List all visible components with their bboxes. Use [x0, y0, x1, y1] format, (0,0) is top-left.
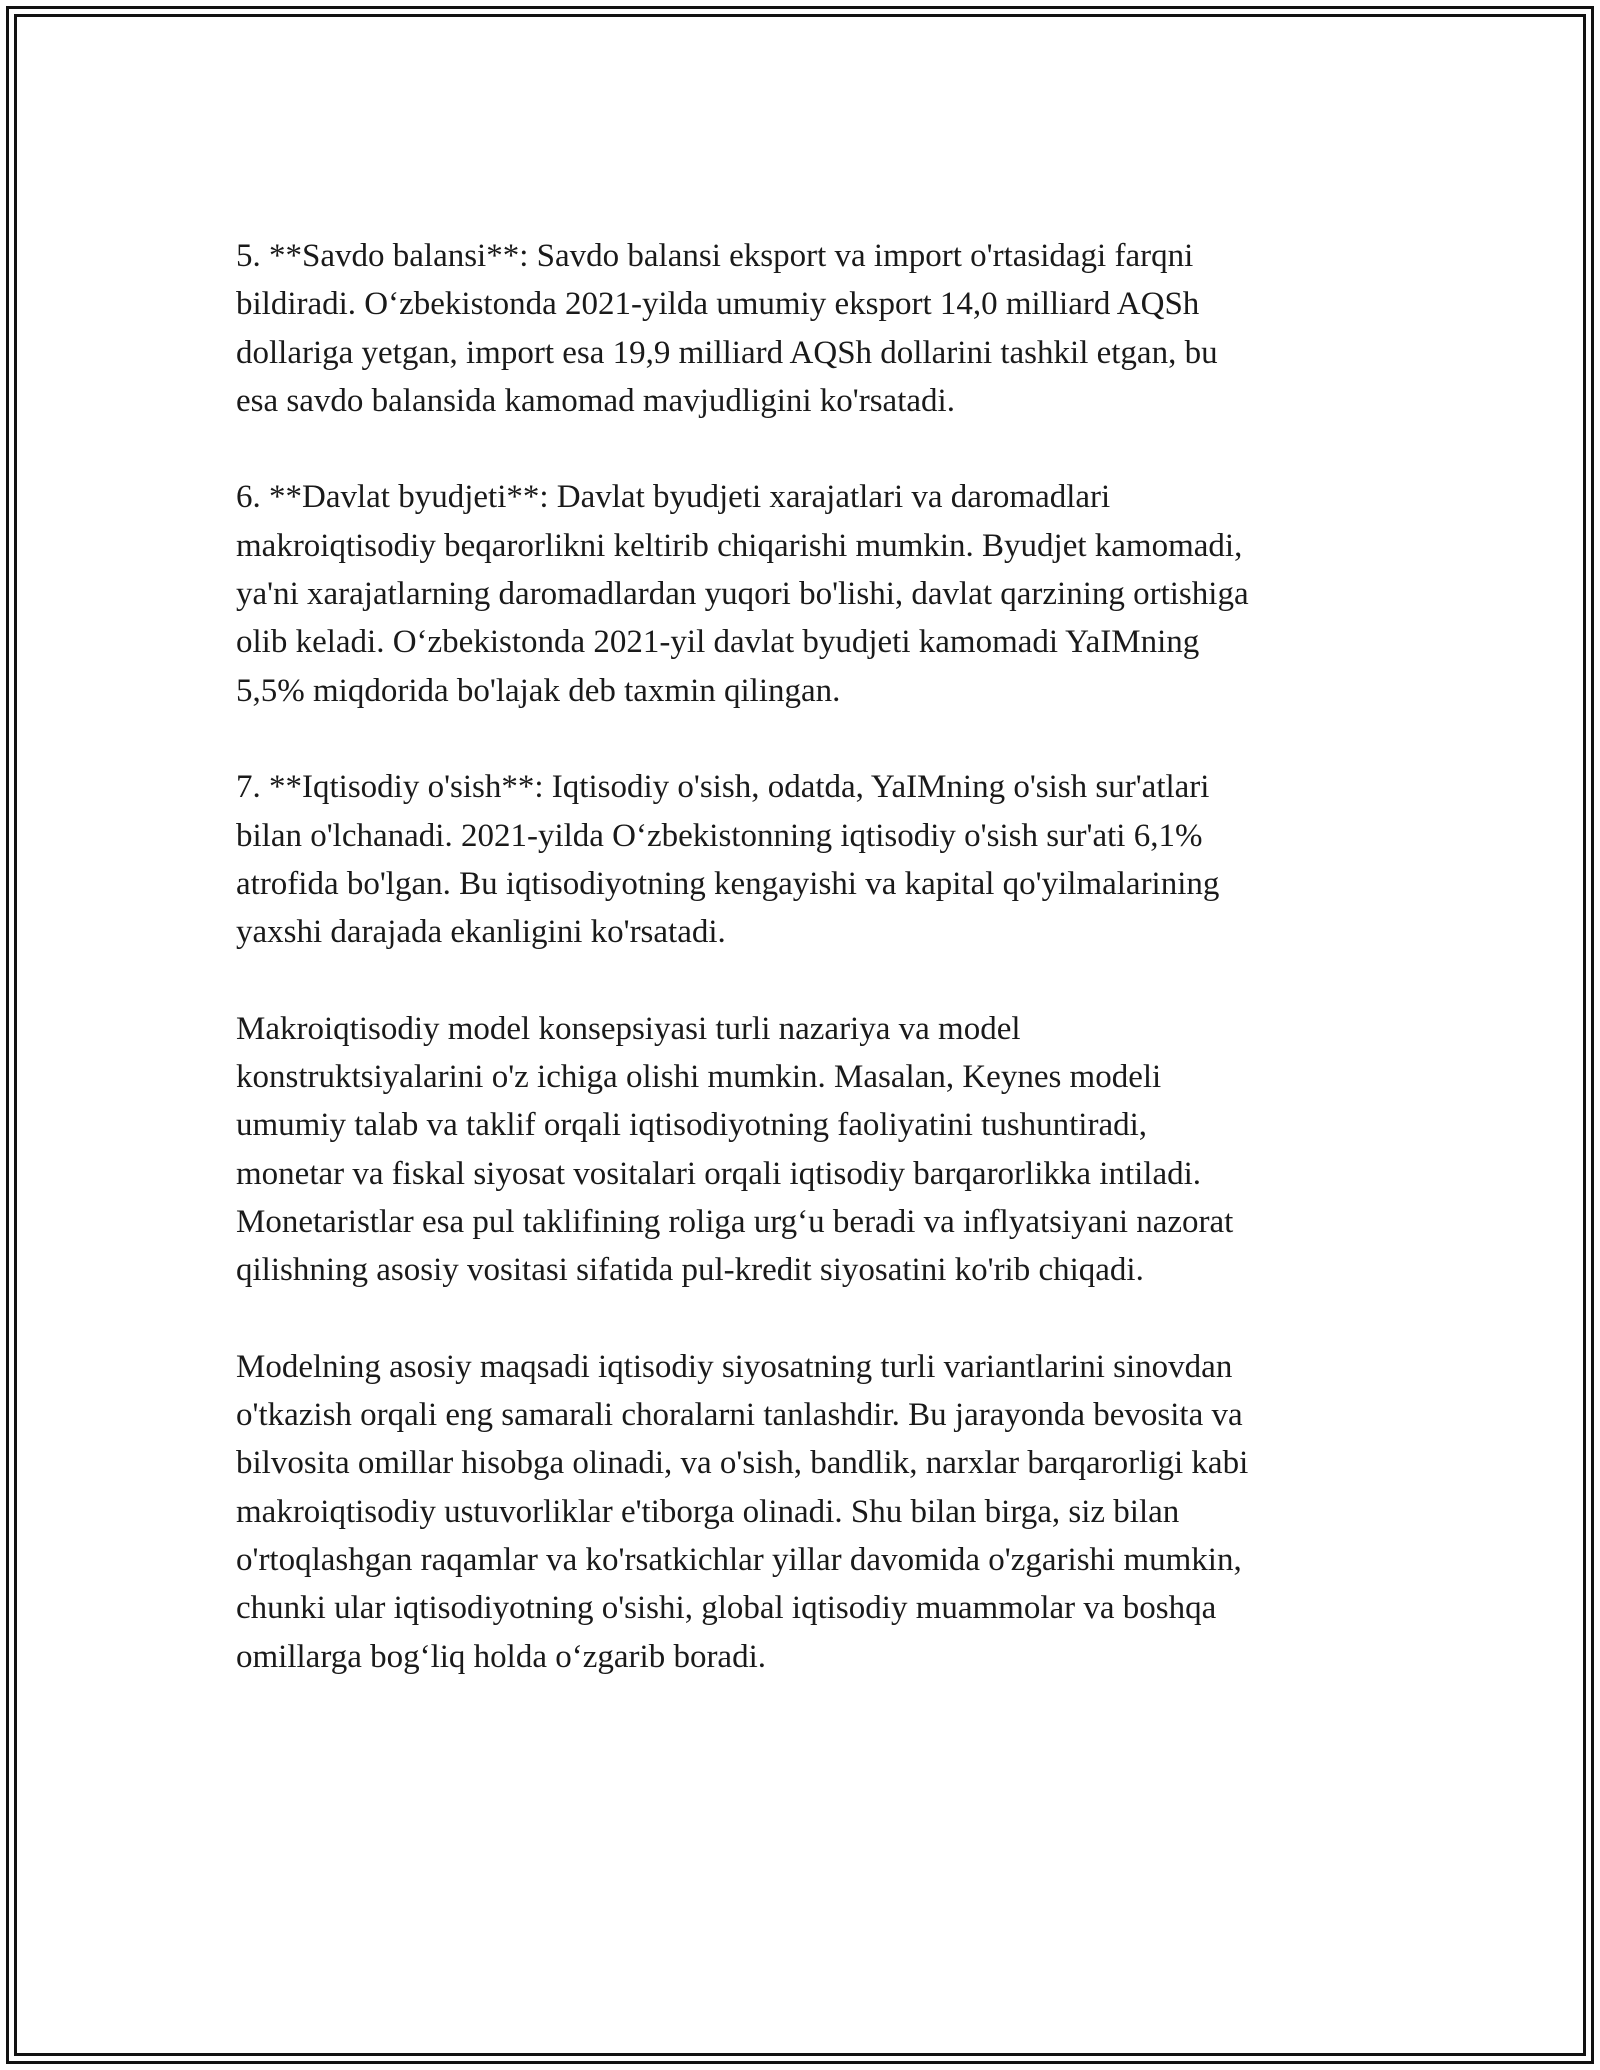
text-line: Makroiqtisodiy model konsepsiyasi turli nazariya va model: [236, 1010, 1021, 1047]
text-line: 6. **Davlat byudjeti**: Davlat byudjeti xarajatlari va daromadlari: [236, 479, 1111, 516]
text-line: 5. **Savdo balansi**: Savdo balansi eksport va import o'rtasidagi farqni: [236, 238, 1194, 274]
text-line: bilvosita omillar hisobga olinadi, va o'sish, bandlik, narxlar barqarorligi kabi: [236, 1445, 1249, 1482]
text-line: bildiradi. O‘zbekistonda 2021-yilda umumiy eksport 14,0 milliard AQSh: [236, 286, 1200, 323]
text-line: esa savdo balansida kamomad mavjudligini ko'rsatadi.: [236, 382, 955, 419]
text-line: o'tkazish orqali eng samarali choralarni tanlashdir. Bu jarayonda bevosita va: [236, 1397, 1243, 1434]
text-line: 5,5% miqdorida bo'lajak deb taxmin qilingan.: [236, 672, 841, 709]
text-line: o'rtoqlashgan raqamlar va ko'rsatkichlar yillar davomida o'zgarishi mumkin,: [236, 1542, 1242, 1579]
text-line: makroiqtisodiy ustuvorliklar e'tiborga olinadi. Shu bilan birga, siz bilan: [236, 1493, 1180, 1530]
paragraph-model-konsepsiyasi: [236, 1005, 1386, 1295]
paragraph-davlat-byudjeti: [236, 473, 1386, 714]
text-line: qilishning asosiy vositasi sifatida pul-kredit siyosatini ko'rib chiqadi.: [236, 1252, 1144, 1289]
text-line: umumiy talab va taklif orqali iqtisodiyotning faoliyatini tushuntiradi,: [236, 1107, 1148, 1144]
text-line: omillarga bog‘liq holda o‘zgarib boradi.: [236, 1638, 766, 1675]
text-line: Monetaristlar esa pul taklifining roliga urg‘u beradi va inflyatsiyani nazorat: [236, 1203, 1234, 1240]
text-line: konstruktsiyalarini o'z ichiga olishi mumkin. Masalan, Keynes modeli: [236, 1059, 1162, 1096]
text-line: atrofida bo'lgan. Bu iqtisodiyotning kengayishi va kapital qo'yilmalarining: [236, 865, 1220, 902]
text-line: 7. **Iqtisodiy o'sish**: Iqtisodiy o'sish, odatda, YaIMning o'sish sur'atlari: [236, 769, 1210, 806]
paragraph-savdo-balansi: [236, 232, 1386, 425]
text-line: Modelning asosiy maqsadi iqtisodiy siyosatning turli variantlarini sinovdan: [236, 1348, 1233, 1385]
text-line: monetar va fiskal siyosat vositalari orqali iqtisodiy barqarorlikka intiladi.: [236, 1155, 1202, 1192]
paragraph-iqtisodiy-osish: [236, 763, 1386, 956]
text-line: olib keladi. O‘zbekistonda 2021-yil davlat byudjeti kamomadi YaIMning: [236, 624, 1200, 661]
paragraph-model-maqsadi: [236, 1343, 1386, 1681]
text-line: chunki ular iqtisodiyotning o'sishi, global iqtisodiy muammolar va boshqa: [236, 1590, 1217, 1627]
text-line: dollariga yetgan, import esa 19,9 milliard AQSh dollarini tashkil etgan, bu: [236, 334, 1218, 371]
document-body: [236, 232, 1386, 1729]
text-line: makroiqtisodiy beqarorlikni keltirib chiqarishi mumkin. Byudjet kamomadi,: [236, 527, 1243, 564]
text-line: ya'ni xarajatlarning daromadlardan yuqori bo'lishi, davlat qarzining ortishiga: [236, 576, 1249, 613]
text-line: bilan o'lchanadi. 2021-yilda O‘zbekistonning iqtisodiy o'sish sur'ati 6,1%: [236, 817, 1203, 854]
text-line: yaxshi darajada ekanligini ko'rsatadi.: [236, 914, 726, 951]
